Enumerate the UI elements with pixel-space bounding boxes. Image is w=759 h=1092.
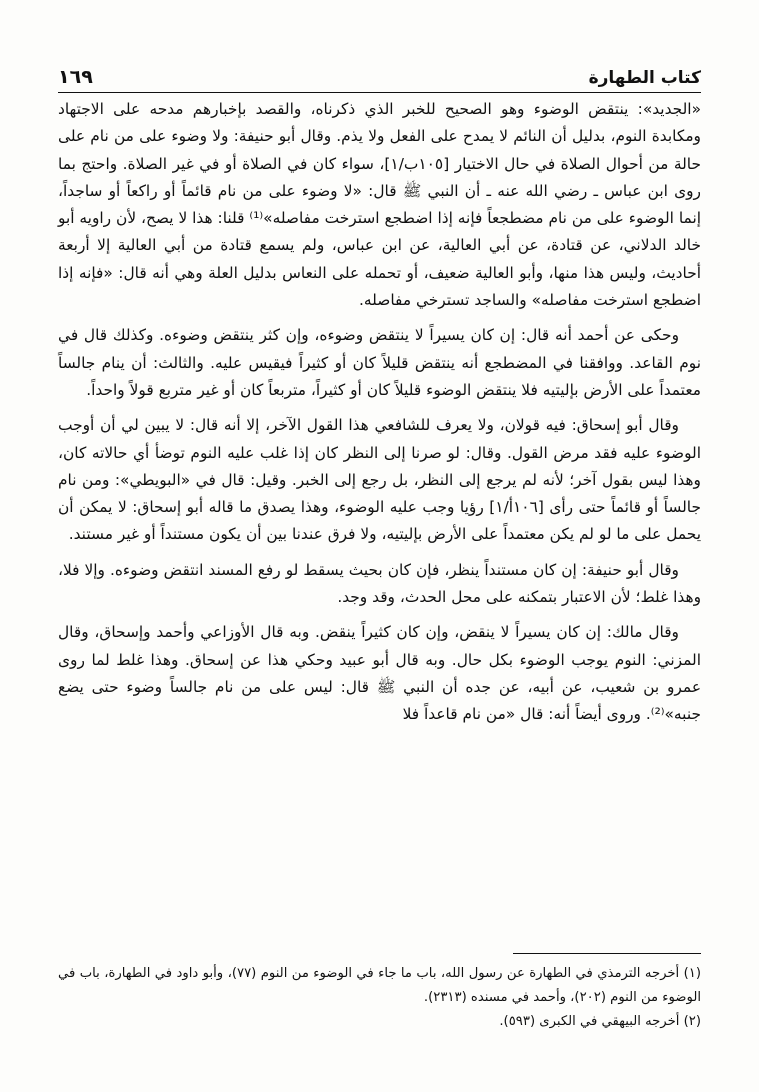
- main-text: [58, 96, 701, 737]
- running-title: كتاب الطهارة: [588, 68, 701, 88]
- paragraph: وقال أبو حنيفة: إن كان مستنداً ينظر، فإن كان بحيث يسقط لو رفع المسند انتقض وضوءه. وإلا فلا، وهذا غلط؛ لأن الاعتبار بتمكنه على محل الحدث، وقد وجد.: [58, 560, 701, 607]
- footnote: (٢) أخرجه البيهقي في الكبرى (٥٩٣).: [499, 1014, 701, 1029]
- paragraph: وقال مالك: إن كان يسيراً لا ينقض، وإن كان كثيراً ينقض. وبه قال الأوزاعي وأحمد وإسحاق، وقال المزني: النوم يوجب الوضوء بكل حال. وبه قال أبو عبيد وحكي هذا عن إسحاق. وهذا غلط لما روى عمرو بن شعيب، عن أبيه، عن جده أن النبي ﷺ قال: ليس على من نام جالساً وضوء حتى يضع جنبه»⁽²⁾. وروى أيضاً أنه: قال «من نام قاعداً فلا: [58, 623, 701, 724]
- page-number: ١٦٩: [58, 66, 93, 88]
- footnote: (١) أخرجه الترمذي في الطهارة عن رسول الله، باب ما جاء في الوضوء من النوم (٧٧)، وأبو داود في الطهارة، باب في الوضوء من النوم (٢٠٢)، وأحمد في مسنده (٢٣١٣).: [58, 966, 702, 1005]
- paragraph: «الجديد»: ينتقض الوضوء وهو الصحيح للخبر الذي ذكرناه، والقصد بإخبارهم مدحه على الاجتهاد ومكابدة النوم، بدليل أن النائم لا يمدح على الفعل ولا يذم. وقال أبو حنيفة: ولا وضوء على من نام على حالة من أحوال الصلاة في حال الاختيار [١٠٥ب/١]، سواء كان في الصلاة أو في غير الصلاة. واحتج بما روى ابن عباس ـ رضي الله عنه ـ أن النبي ﷺ قال: «لا وضوء على من نام قائماً أو راكعاً أو ساجداً، إنما الوضوء على من نام مضطجعاً فإنه إذا اضطجع استرخت مفاصله»⁽¹⁾ قلنا: هذا لا يصح، لأن راويه أبو خالد الدلاني، عن قتادة، عن أبي العالية، عن ابن عباس، ولم يسمع قتادة من أبي العالية إلا أربعة أحاديث، وليس هذا منها، وأبو العالية ضعيف، أو تحمله على النعاس بدليل العلة وهي أنه قال: «فإنه إذا اضطجع استرخت مفاصله» والساجد تسترخي مفاصله.: [58, 100, 702, 310]
- footnote-separator: [513, 953, 701, 954]
- paragraph: وقال أبو إسحاق: فيه قولان، ولا يعرف للشافعي هذا القول الآخر، إلا أنه قال: لا يبين لي أن أوجب الوضوء عليه فقد مرض القول. وقال: لو صرنا إلى النظر كان إذا غلب عليه النوم توضأ أي حالاته كان، وهذا ليس بقول آخر؛ لأنه لم يرجع إلى النظر، بل رجع إلى الخبر. وقيل: قال في «البويطي»: ومن نام جالساً أو قائماً حتى رأى [١٠٦أ/١] رؤيا وجب عليه الوضوء، وهذا يصدق ما قاله أبو إسحاق: لا يمكن أن يحمل على ما لو لم يكن معتمداً على الأرض بإليتيه، ولا فرق عندنا بين أن يكون مستنداً أو غير مستند.: [58, 416, 701, 544]
- paragraph: وحكى عن أحمد أنه قال: إن كان يسيراً لا ينتقض وضوءه، وإن كثر ينتقض وضوءه. وكذلك قال في نوم القاعد. ووافقنا في المضطجع أنه ينتقض قليلاً كان أو كثيراً فيقيس عليه. والثالث: أن ينام جالساً معتمداً على الأرض بإليتيه فلا ينتقض الوضوء قليلاً كان أو كثيراً، متربعاً كان أو غير متربع قولاً واحداً.: [58, 326, 701, 399]
- footnotes: [58, 962, 701, 1034]
- page-header: [58, 52, 701, 93]
